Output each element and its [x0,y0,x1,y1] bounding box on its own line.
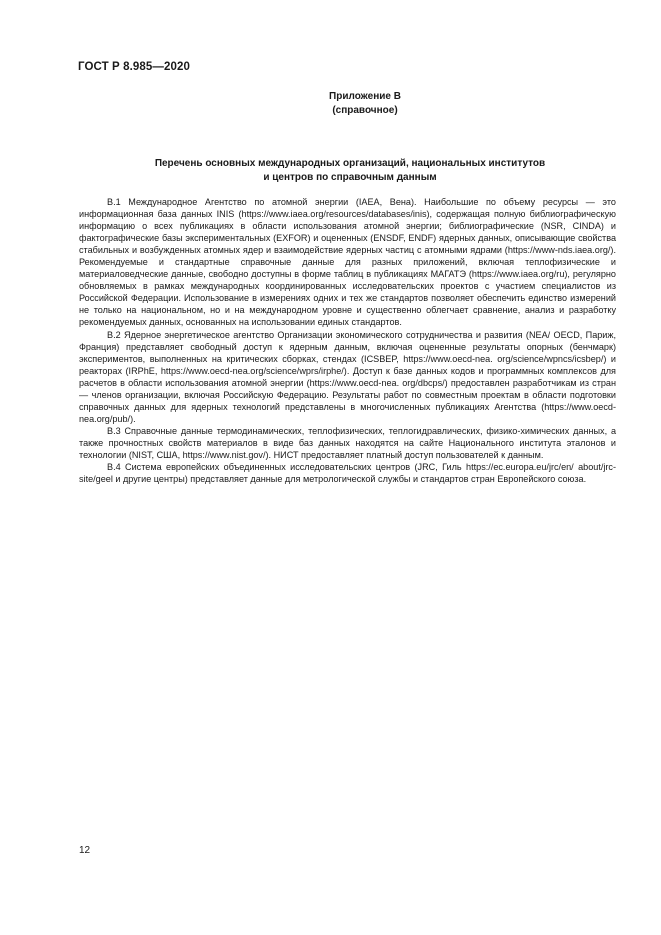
page-number: 12 [79,845,91,856]
paragraph-b3: В.3 Справочные данные термодинамических, теплофизических, теплогидравлических, физико-химических данных, а также прочностных свойств материалов в виде баз данных находятся на сайте Национального института эталонов и технологии (NIST, США, https://www.nist.gov/). НИСТ предоставляет платный доступ пользователей к данным. [79,425,616,460]
appendix-label: Приложение В [329,91,401,102]
appendix-kind: (справочное) [332,104,398,116]
paragraph-b2: В.2 Ядерное энергетическое агентство Организации экономического сотрудничества и развития (NEA/ OECD, Париж, Франция) представляет свободный доступ к ядерным данным, включая оцененные результаты опорных (бенчмарк) экспериментов, выполненных на критических сборках, стендах (ICSBEP, https://www.oecd-nea. org/science/wpncs/icsbep/) и реакторах (IRPhE, https://www.oecd-nea.org/science/wprs/irphe/). Доступ к базе данных кодов и программных комплексов для расчетов в области использования атомной энергии (https://www.oecd-nea. org/dbcps/) предоставлен разработчикам из стран — членов организации, включая Российскую Федерацию. Результаты работ по совместным проектам в области подготовки справочных данных для ядерных технологий представлены в многочисленных публикациях Агентства (https://www.oecd-nea.org/pub/). [79,329,616,424]
paragraph-b4: В.4 Система европейских объединенных исследовательских центров (JRC, Гиль https://ec.europa.eu/jrc/en/ about/jrc-site/geel и другие центры) представляет данные для метрологической службы и стандартов стран Европейского союза. [79,462,616,485]
paragraph-b1: В.1 Международное Агентство по атомной энергии (IAEA, Вена). Наибольшие по объему ресурсы — это информационная база данных INIS (https://www.iaea.org/resources/databases/inis), содержащая полную библиографическую информацию о всех публикациях в области использования атомной энергии; библиографические (NSR, CINDA) и фактографические базы экспериментальных (EXFOR) и оцененных (ENSDF, ENDF) ядерных данных, описывающие свойства стабильных и возбужденных атомных ядер и взаимодействие ядерных частиц с атомными ядрами (https://www-nds.iaea.org/). Рекомендуемые и стандартные справочные данные для разных приложений, включая теплофизические и материаловедческие данные, свободно доступны в форме таблиц в публикациях МАГАТЭ (https://www.iaea.org/ru), регулярно обновляемых в рамках международных координированных исследовательских проектов с участием специалистов из Российской Федерации. Использование в измерениях одних и тех же стандартов позволяет обеспечить единство измерений не только на национальном, но и на международном уровне и существенно облегчает сравнение, анализ и разработку рекомендуемых данных, основанных на использовании единых стандартов. [79,197,616,328]
appendix-heading [290,90,440,117]
section-title-line-1: Перечень основных международных организаций, национальных институтов [154,158,546,169]
section-title [100,157,600,185]
standard-code-header: ГОСТ Р 8.985—2020 [78,61,190,73]
section-title-line-2: и центров по справочным данным [263,172,437,183]
body-text [79,196,616,485]
